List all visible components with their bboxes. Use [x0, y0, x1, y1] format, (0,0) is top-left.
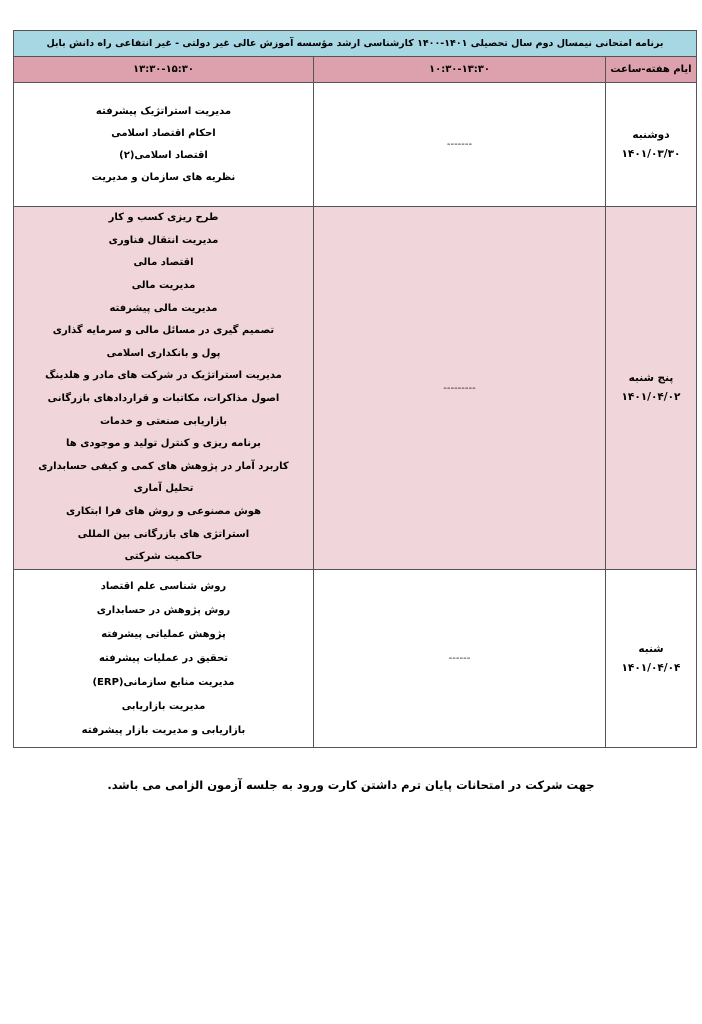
course-item: مدیریت انتقال فناوری — [108, 234, 219, 246]
course-item: مدیریت مالی پیشرفته — [109, 302, 218, 314]
table-row — [13, 207, 696, 570]
slot-1-empty: --------- — [314, 207, 606, 570]
course-list — [13, 570, 313, 748]
exam-schedule — [14, 30, 697, 748]
day-cell — [606, 207, 697, 570]
course-item: استراتژی های بازرگانی بین المللی — [77, 528, 250, 540]
course-item: تصمیم گیری در مسائل مالی و سرمایه گذاری — [52, 325, 275, 337]
course-item: تحقیق در عملیات پیشرفته — [98, 652, 228, 664]
course-item: روش شناسی علم اقتصاد — [100, 580, 227, 592]
course-item: مدیریت بازاریابی — [121, 700, 206, 712]
course-item: نظریه های سازمان و مدیریت — [91, 171, 236, 183]
course-item: مدیریت منابع سازمانی(ERP) — [92, 676, 235, 688]
table-row — [13, 83, 696, 207]
course-item: مدیریت استراتژیک پیشرفته — [95, 105, 232, 117]
course-item: برنامه ریزی و کنترل تولید و موجودی ها — [66, 438, 261, 450]
course-item: مدیریت استراتژیک در شرکت های مادر و هلدینگ — [45, 370, 282, 382]
day-cell — [606, 83, 697, 207]
header-day: ایام هفته-ساعت — [606, 57, 697, 83]
day-name: شنبه — [638, 642, 664, 655]
course-item: اقتصاد مالی — [133, 257, 194, 269]
course-item: حاکمیت شرکتی — [124, 551, 203, 563]
course-list — [13, 207, 313, 570]
header-row — [13, 57, 696, 83]
header-slot-2: ۱۳:۳۰-۱۵:۳۰ — [13, 57, 313, 83]
course-item: هوش مصنوعی و روش های فرا ابتکاری — [65, 505, 261, 517]
course-item: پول و بانکداری اسلامی — [106, 347, 221, 359]
course-item: پژوهش عملیاتی پیشرفته — [101, 628, 226, 640]
course-item: بازاریابی و مدیریت بازار پیشرفته — [81, 724, 246, 736]
course-item: بازاریابی صنعتی و خدمات — [99, 415, 228, 427]
table-row — [13, 570, 696, 748]
slot-1-empty: ------- — [314, 83, 606, 207]
exam-date: ۱۴۰۱/۰۳/۳۰ — [621, 147, 681, 160]
course-item: اقتصاد اسلامی(۲) — [119, 149, 208, 161]
day-cell — [606, 570, 697, 748]
course-item: مدیریت مالی — [131, 280, 196, 292]
course-list — [13, 83, 313, 207]
day-name: دوشنبه — [632, 128, 670, 141]
header-slot-1: ۱۰:۳۰-۱۳:۳۰ — [314, 57, 606, 83]
schedule-title: برنامه امتحانی نیمسال دوم سال تحصیلی ۱۴۰۱-۱۴۰۰ کارشناسی ارشد مؤسسه آموزش عالی غیر دولتی - غیر انتفاعی راه دانش بابل — [13, 31, 696, 57]
exam-date: ۱۴۰۱/۰۴/۰۲ — [621, 391, 681, 403]
course-item: اصول مذاکرات، مکاتبات و قراردادهای بازرگانی — [47, 393, 280, 404]
title-row — [13, 31, 696, 57]
exam-date: ۱۴۰۱/۰۴/۰۴ — [621, 661, 681, 674]
course-item: احکام اقتصاد اسلامی — [111, 127, 216, 139]
course-item: روش پژوهش در حسابداری — [96, 604, 231, 616]
course-item: طرح ریزی کسب و کار — [108, 212, 219, 224]
course-item: کاربرد آمار در پژوهش های کمی و کیفی حسابداری — [38, 460, 289, 472]
day-name: پنج شنبه — [628, 372, 674, 384]
slot-1-empty: ------ — [314, 570, 606, 748]
schedule-table — [13, 30, 697, 748]
admission-card-notice: جهت شرکت در امتحانات پایان ترم داشتن کارت ورود به جلسه آزمون الزامی می باشد. — [107, 778, 595, 792]
course-item: تحلیل آماری — [133, 483, 194, 495]
